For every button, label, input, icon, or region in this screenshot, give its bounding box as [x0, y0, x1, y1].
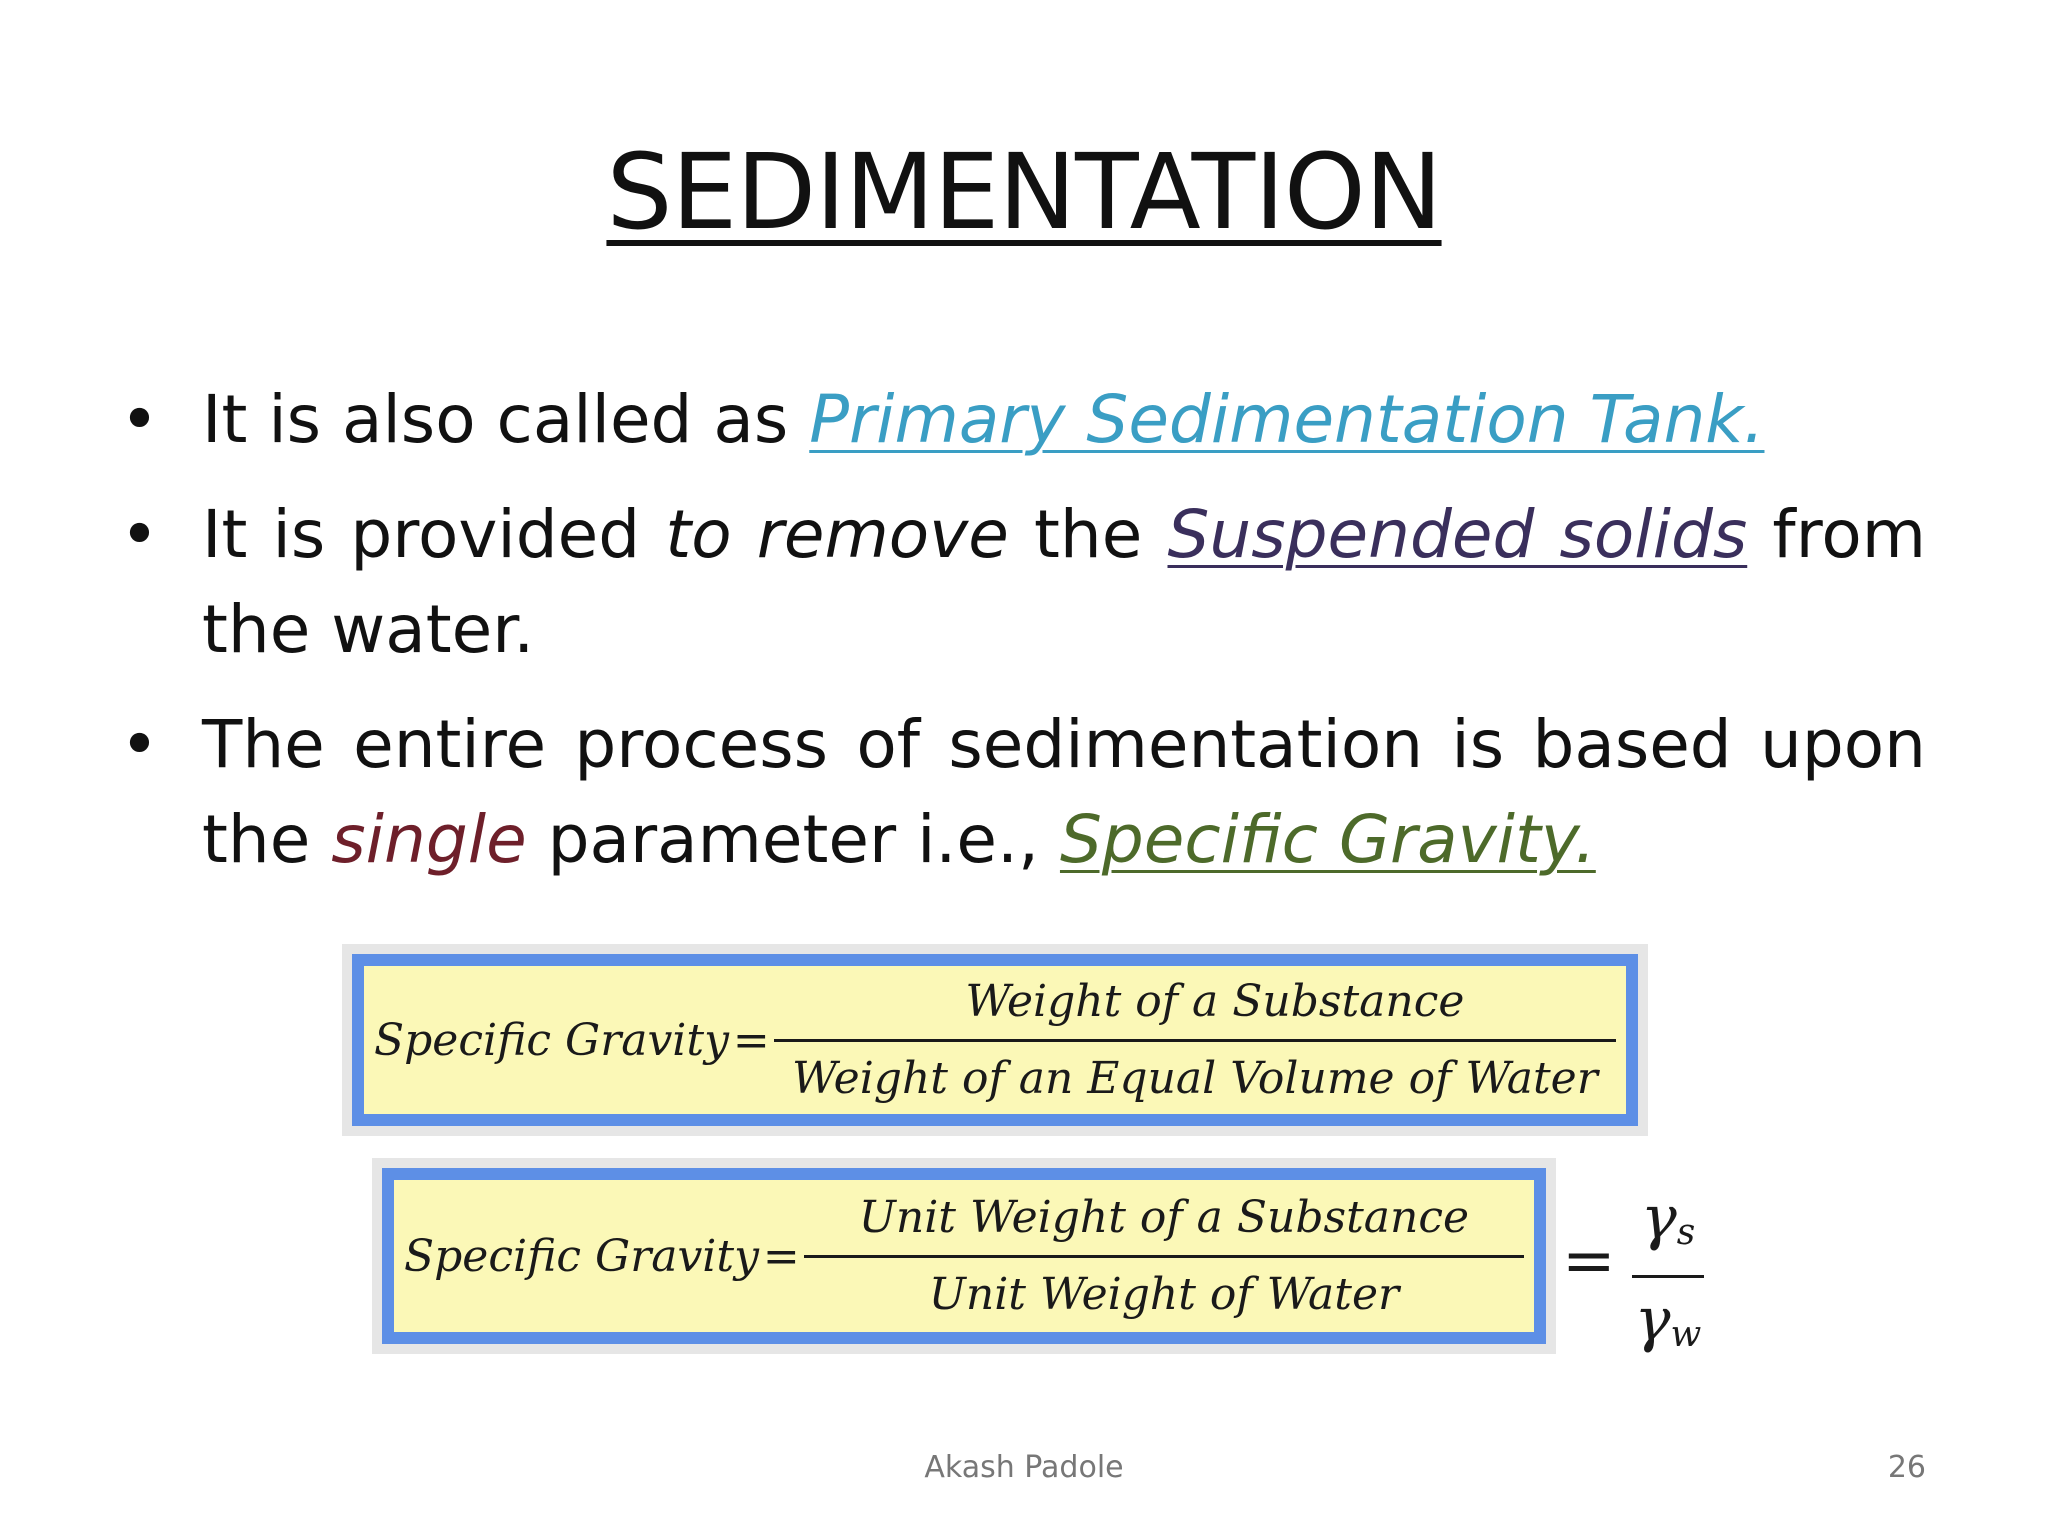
- gamma-w-subscript: w: [1670, 1314, 1702, 1355]
- gamma-ratio-equals: =: [1562, 1224, 1616, 1298]
- gamma-w-symbol: [1635, 1282, 1702, 1373]
- gamma-ratio-fraction: [1632, 1180, 1704, 1373]
- formula-1-fraction: [774, 971, 1626, 1110]
- formula-2-numerator: Unit Weight of a Substance: [858, 1191, 1470, 1243]
- bullet-2-text-b: the: [1008, 496, 1168, 573]
- formula-2-fraction: [804, 1187, 1534, 1326]
- bullet-2-text-a: It is provided: [202, 496, 666, 573]
- bullet-2-emphasis: to remove: [665, 496, 1009, 573]
- bullet-dot-icon: •: [120, 496, 159, 573]
- formula-1-denominator: Weight of an Equal Volume of Water: [792, 1052, 1598, 1104]
- formula-2-fraction-bar: [804, 1255, 1524, 1258]
- slide-title: [0, 132, 2048, 252]
- formula-2-denominator: Unit Weight of Water: [928, 1268, 1400, 1320]
- bullet-3-text-a: The entire process of sedimentation is based upon the: [202, 706, 1926, 878]
- bullet-3-emphasis: single: [331, 801, 527, 878]
- specific-gravity-formula-1: [352, 954, 1638, 1126]
- formula-1-fraction-bar: [774, 1039, 1616, 1042]
- gamma-ratio-bar: [1632, 1275, 1704, 1278]
- formula-1-label: Specific Gravity: [374, 1014, 729, 1066]
- gamma-w-letter: γ: [1634, 1285, 1671, 1355]
- bullet-1-text: It is also called as: [202, 381, 810, 458]
- gamma-s-letter: γ: [1640, 1183, 1677, 1253]
- gamma-ratio-formula: [1558, 1180, 1708, 1355]
- slide-title-text: SEDIMENTATION: [606, 131, 1442, 253]
- formula-2-label: Specific Gravity: [404, 1230, 759, 1282]
- bullet-item-3: [120, 697, 1926, 887]
- formula-1-equals: =: [732, 1014, 770, 1066]
- gamma-s-subscript: s: [1676, 1212, 1696, 1253]
- bullet-item-2: [120, 487, 1926, 677]
- footer-author: Akash Padole: [924, 1450, 1124, 1485]
- suspended-solids-link[interactable]: Suspended solids: [1167, 496, 1748, 573]
- bullet-2-text-c: from the water.: [202, 496, 1926, 668]
- bullet-dot-icon: •: [120, 381, 159, 458]
- formula-2-equals: =: [762, 1230, 800, 1282]
- bullet-item-1: [120, 372, 1926, 467]
- primary-sedimentation-tank-link[interactable]: Primary Sedimentation Tank.: [809, 381, 1765, 458]
- page-number: 26: [1887, 1450, 1926, 1485]
- bullet-3-text-b: parameter i.e.,: [526, 801, 1060, 878]
- specific-gravity-formula-2: [382, 1168, 1546, 1344]
- specific-gravity-link[interactable]: Specific Gravity.: [1059, 801, 1596, 878]
- bullet-dot-icon: •: [120, 706, 159, 783]
- bullet-list: [120, 372, 1926, 907]
- gamma-s-symbol: [1641, 1180, 1695, 1271]
- formula-1-numerator: Weight of a Substance: [965, 975, 1465, 1027]
